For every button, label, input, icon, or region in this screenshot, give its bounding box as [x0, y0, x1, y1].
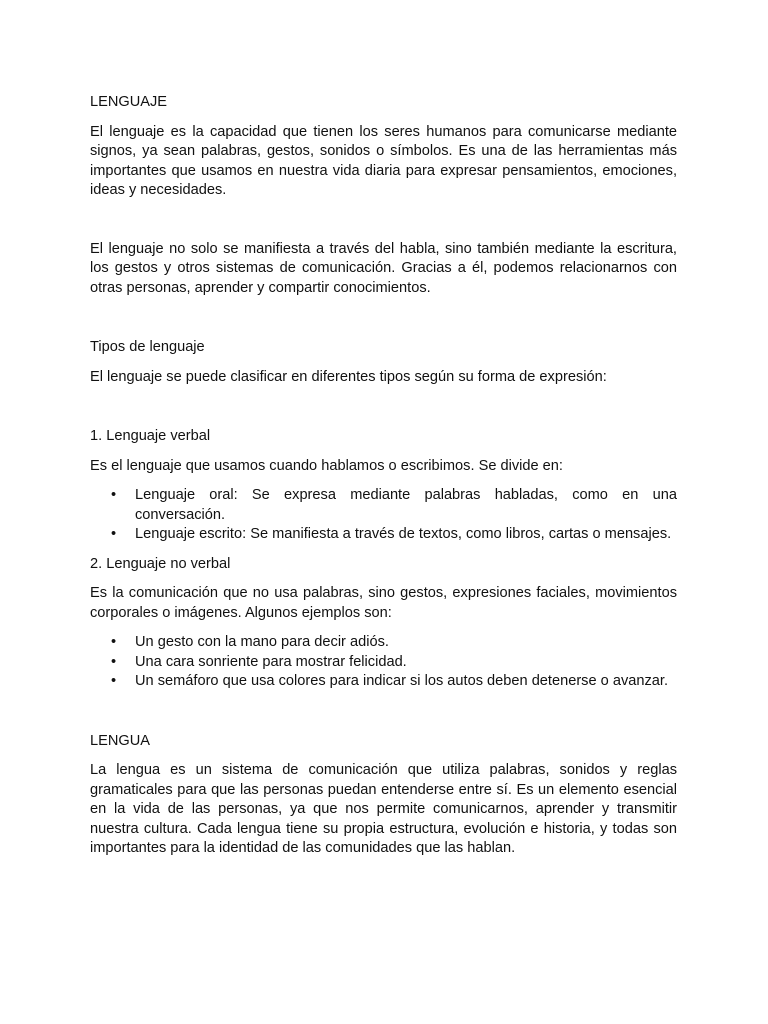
- list-item-text: Una cara sonriente para mostrar felicidad.: [135, 653, 407, 670]
- paragraph-noverbal-intro: Es la comunicación que no usa palabras, sino gestos, expresiones faciales, movimientos corporales o imágenes. Algunos ejemplos son:: [90, 585, 677, 621]
- subsection-title-verbal: 1. Lenguaje verbal: [90, 428, 211, 444]
- bullet-icon: •: [111, 673, 117, 689]
- paragraph-verbal-intro: Es el lenguaje que usamos cuando hablamos o escribimos. Se divide en:: [90, 457, 563, 474]
- section-title-lengua: LENGUA: [90, 732, 151, 749]
- paragraph-lengua-definition: La lengua es un sistema de comunicación que utiliza palabras, sonidos y reglas gramaticales para que las personas puedan entenderse entre sí. Es un elemento esencial en la vida de las personas, ya que nos permite comunicarnos, aprender y transmitir nuestra cultura. Cada lengua tiene su propia estructura, evolución e historia, y todas son importantes para la identidad de las comunidades que las hablan.: [90, 762, 677, 856]
- paragraph-tipos-intro: El lenguaje se puede clasificar en diferentes tipos según su forma de expresión:: [90, 368, 607, 385]
- list-item-text: Lenguaje escrito: Se manifiesta a través de textos, como libros, cartas o mensajes.: [135, 526, 672, 542]
- section-title-tipos: Tipos de lenguaje: [90, 339, 205, 355]
- bullet-icon: •: [111, 487, 117, 503]
- list-item-text: Un gesto con la mano para decir adiós.: [135, 634, 389, 650]
- bullet-icon: •: [111, 526, 117, 542]
- paragraph-lenguaje-manifestation: El lenguaje no solo se manifiesta a través del habla, sino también mediante la escritura, los gestos y otros sistemas de comunicación. Gracias a él, podemos relacionarnos con otras personas, aprender y compartir conocimientos.: [90, 240, 677, 296]
- list-item-text: Un semáforo que usa colores para indicar si los autos deben detenerse o avanzar.: [135, 673, 668, 689]
- section-title-lenguaje: LENGUAJE: [90, 94, 168, 110]
- list-item-text: Lenguaje oral: Se expresa mediante palabras habladas, como en una conversación.: [135, 487, 677, 523]
- list-item: [90, 672, 677, 692]
- document-page: [90, 93, 677, 859]
- bullet-icon: •: [111, 634, 117, 650]
- list-verbal-types: [90, 486, 677, 545]
- subsection-title-noverbal: 2. Lenguaje no verbal: [90, 555, 231, 572]
- list-item: [90, 486, 677, 525]
- list-item: [90, 525, 677, 545]
- list-noverbal-examples: [90, 633, 677, 692]
- bullet-icon: •: [111, 653, 117, 670]
- paragraph-lenguaje-definition: El lenguaje es la capacidad que tienen los seres humanos para comunicarse mediante signos, ya sean palabras, gestos, sonidos o símbolos. Es una de las herramientas más importantes que usamos en nuestra vida diaria para expresar pensamientos, emociones, ideas y necesidades.: [90, 123, 677, 198]
- list-item: [90, 653, 677, 673]
- list-item: [90, 633, 677, 653]
